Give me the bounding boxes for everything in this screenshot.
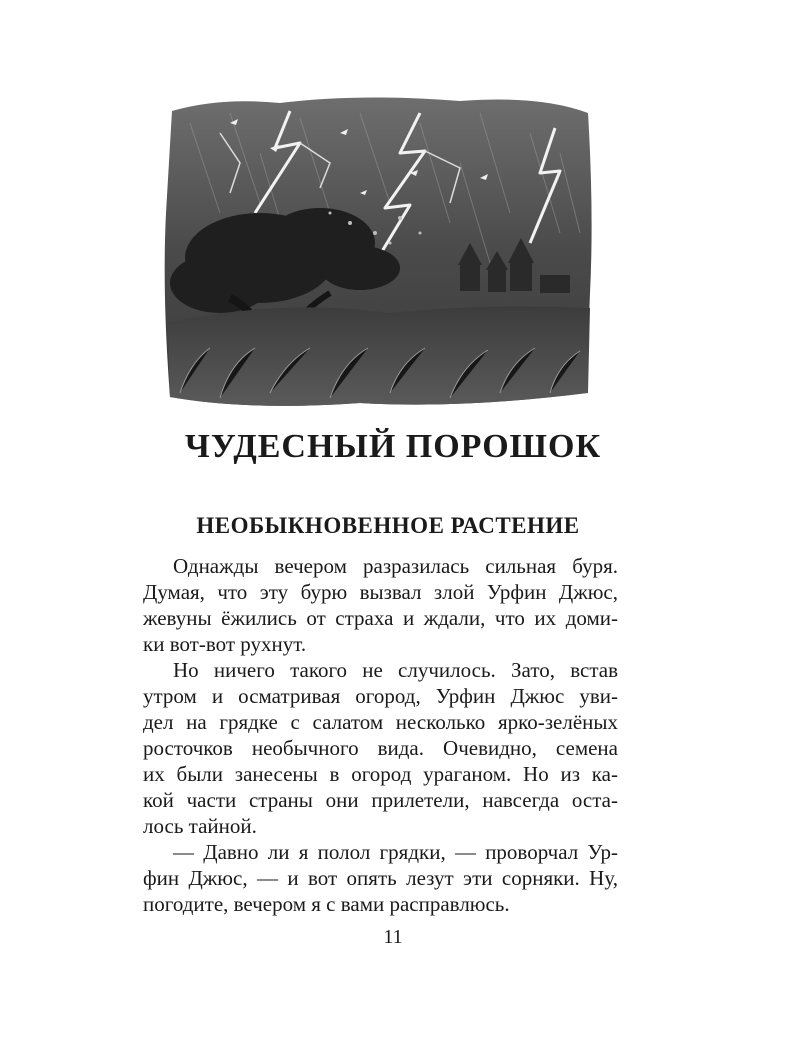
text-line: Но ничего такого не случилось. Зато, встав bbox=[173, 658, 618, 682]
section-title: НЕОБЫКНОВЕННОЕ РАСТЕНИЕ bbox=[196, 513, 580, 538]
storm-landscape-illustration-icon bbox=[160, 93, 596, 411]
text-line: жевуны ёжились от страха и ждали, что их доми- bbox=[143, 606, 618, 630]
text-line: ки вот-вот рухнут. bbox=[143, 632, 307, 656]
text-line: их были занесены в огород ураганом. Но из ка- bbox=[143, 762, 618, 786]
text-line: кой части страны они прилетели, навсегда оста- bbox=[143, 788, 618, 812]
text-line: Однажды вечером разразилась сильная буря. bbox=[173, 554, 618, 578]
text-line: Думая, что эту бурю вызвал злой Урфин Джюс, bbox=[143, 580, 618, 604]
chapter-title: ЧУДЕСНЫЙ ПОРОШОК bbox=[184, 428, 602, 465]
text-line: утром и осматривая огород, Урфин Джюс уви- bbox=[143, 684, 618, 708]
text-line: — Давно ли я полол грядки, — проворчал Ур- bbox=[173, 840, 618, 864]
text-line: росточков необычного вида. Очевидно, семена bbox=[143, 736, 618, 760]
body-text bbox=[143, 553, 618, 917]
text-line: дел на грядке с салатом несколько ярко-зелёных bbox=[143, 710, 618, 734]
text-line: погодите, вечером я с вами расправлюсь. bbox=[143, 892, 510, 916]
page-number: 11 bbox=[383, 926, 403, 948]
text-line: лось тайной. bbox=[143, 814, 257, 838]
text-line: фин Джюс, — и вот опять лезут эти сорняки. Ну, bbox=[143, 866, 618, 890]
